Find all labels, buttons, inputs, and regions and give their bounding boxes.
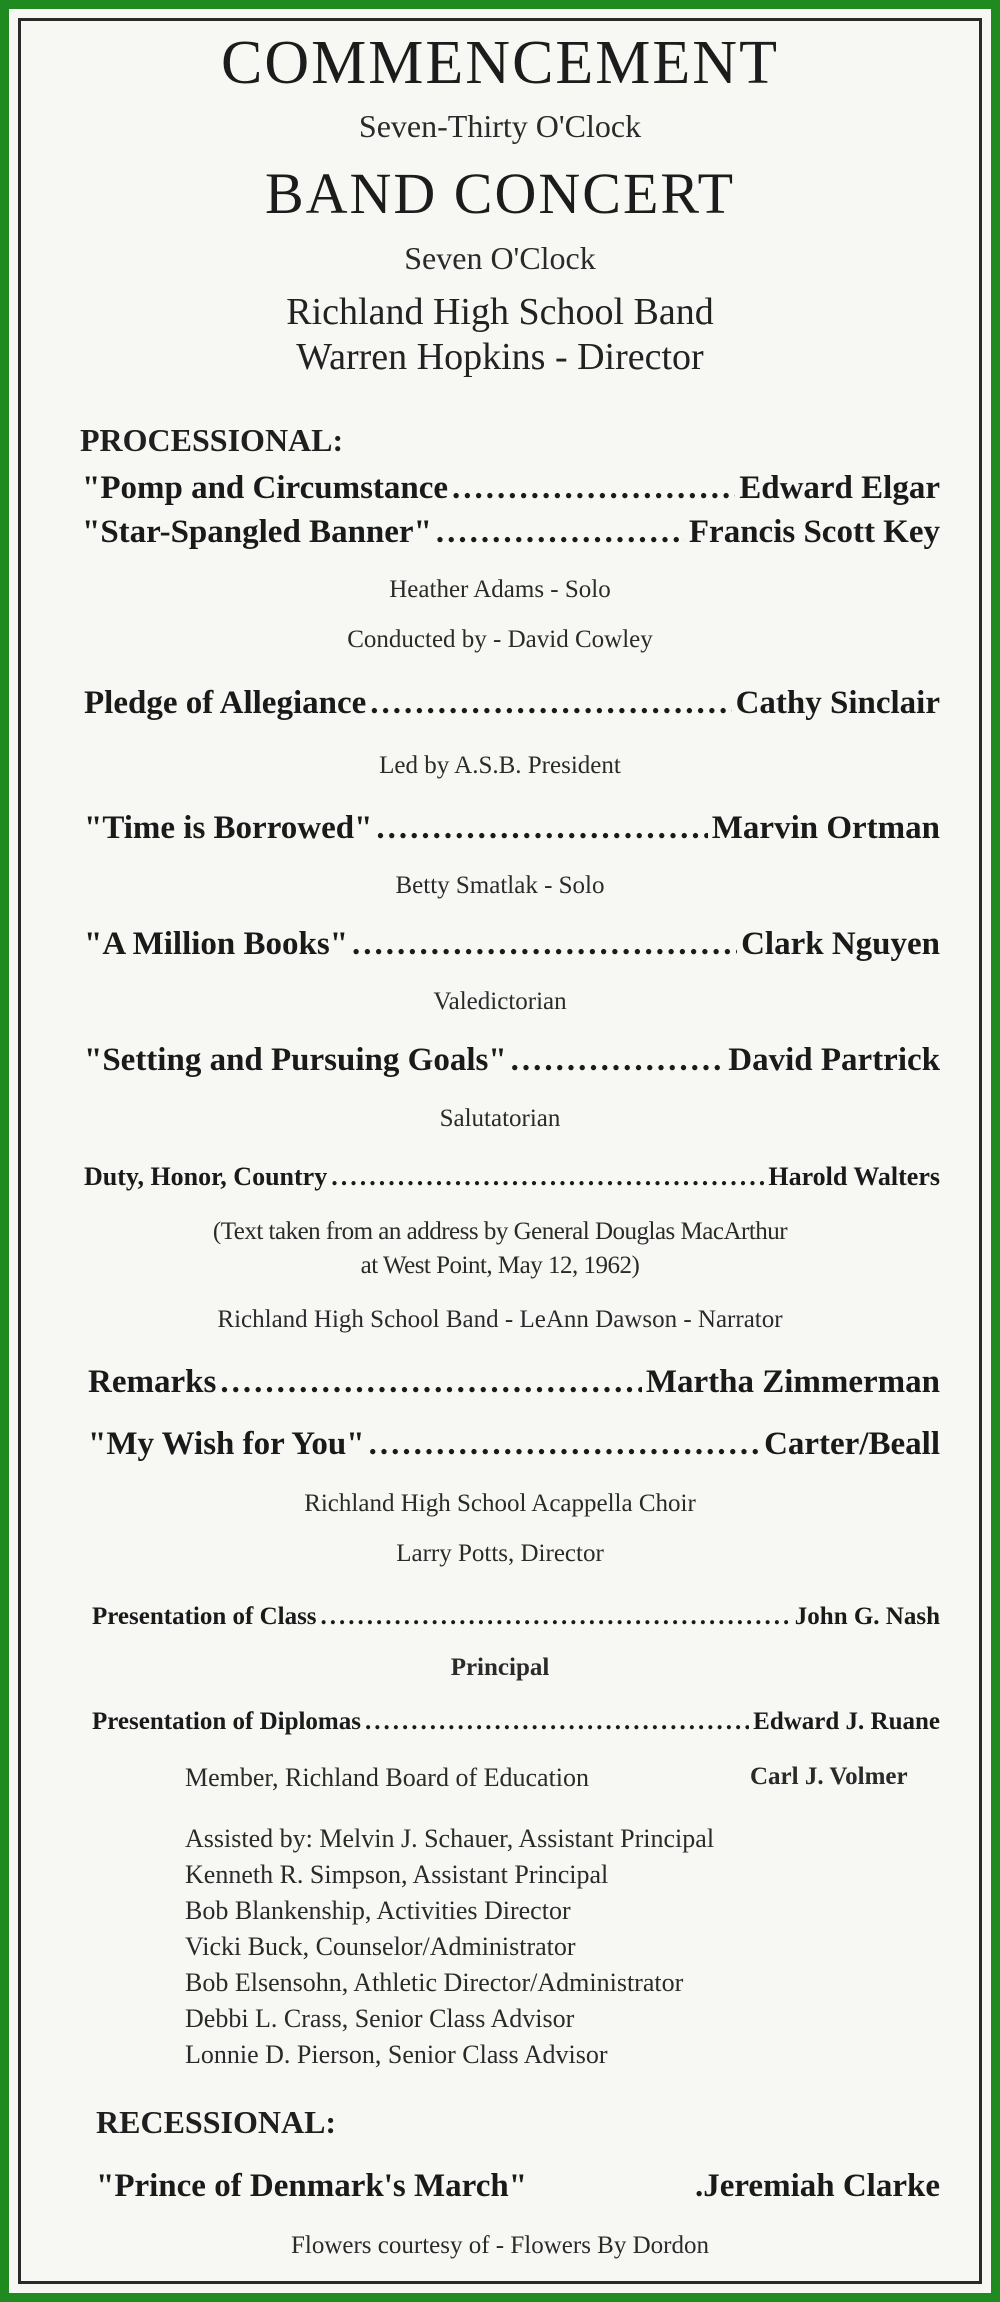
item-name: John G. Nash xyxy=(794,1603,940,1630)
conductor: Conducted by - David Cowley xyxy=(347,626,653,653)
leader-dots xyxy=(331,1162,764,1192)
program-item xyxy=(84,810,940,847)
item-name: Edward Elgar xyxy=(739,470,940,506)
item-note: Betty Smatlak - Solo xyxy=(395,872,605,899)
item-title: "Setting and Pursuing Goals" xyxy=(84,1042,507,1078)
concert-title: BAND CONCERT xyxy=(264,161,736,226)
item-role: Principal xyxy=(450,1654,550,1681)
flowers-credit: Flowers courtesy of - Flowers By Dordon xyxy=(290,2232,709,2259)
item-name: Martha Zimmerman xyxy=(645,1364,940,1400)
program-item xyxy=(88,1426,940,1463)
leader-dots xyxy=(436,514,685,551)
narrator-note: Richland High School Band - LeAnn Dawson - Narrator xyxy=(217,1306,783,1333)
leader-dots xyxy=(369,1426,761,1463)
item-title: Presentation of Class xyxy=(92,1603,317,1630)
band-director: Warren Hopkins - Director xyxy=(296,336,704,378)
item-title: Pledge of Allegiance xyxy=(84,685,367,721)
page-title: COMMENCEMENT xyxy=(221,29,779,97)
item-title: "Time is Borrowed" xyxy=(84,810,373,846)
leader-dots xyxy=(352,926,737,963)
program-item xyxy=(84,1162,940,1192)
assisted-line: Bob Elsensohn, Athletic Director/Administrator xyxy=(185,1968,684,1997)
assisted-line: Debbi L. Crass, Senior Class Advisor xyxy=(185,2004,575,2033)
soloist: Heather Adams - Solo xyxy=(389,576,611,603)
item-note: (Text taken from an address by General Douglas MacArthur xyxy=(212,1218,788,1245)
item-name: Edward J. Ruane xyxy=(753,1708,940,1735)
program-item xyxy=(82,514,940,551)
assisted-line: Lonnie D. Pierson, Senior Class Advisor xyxy=(185,2040,608,2069)
item-note: Valedictorian xyxy=(433,988,567,1015)
program-item xyxy=(96,2168,940,2205)
item-name: Marvin Ortman xyxy=(711,810,940,846)
concert-time: Seven O'Clock xyxy=(404,240,596,276)
assisted-line: Kenneth R. Simpson, Assistant Principal xyxy=(185,1860,609,1889)
program-item xyxy=(92,1708,940,1736)
item-note: Led by A.S.B. President xyxy=(379,752,621,779)
item-note: at West Point, May 12, 1962) xyxy=(360,1252,640,1279)
item-name: Clark Nguyen xyxy=(741,926,940,962)
program-item xyxy=(92,1603,940,1631)
item-name: Harold Walters xyxy=(768,1162,940,1191)
program-item xyxy=(82,470,940,507)
leader-dots xyxy=(452,470,735,507)
item-title: "A Million Books" xyxy=(84,926,349,962)
board-name: Carl J. Volmer xyxy=(750,1763,908,1790)
item-title: Duty, Honor, Country xyxy=(84,1162,328,1191)
commencement-time: Seven-Thirty O'Clock xyxy=(358,108,642,144)
assisted-line: Bob Blankenship, Activities Director xyxy=(185,1896,571,1925)
program-item xyxy=(88,1364,940,1401)
board-label: Member, Richland Board of Education xyxy=(185,1763,590,1792)
assisted-line: Assisted by: Melvin J. Schauer, Assistant Principal xyxy=(185,1824,715,1853)
leader-dots xyxy=(220,1364,642,1401)
recessional-heading: RECESSIONAL: xyxy=(96,2104,337,2140)
leader-dots xyxy=(321,1603,791,1631)
leader-dots xyxy=(365,1708,749,1736)
item-note: Salutatorian xyxy=(439,1105,561,1132)
item-note: Larry Potts, Director xyxy=(396,1540,604,1567)
item-title: "My Wish for You" xyxy=(88,1426,365,1462)
item-title: Remarks xyxy=(88,1364,217,1400)
item-title: "Prince of Denmark's March" xyxy=(96,2168,528,2204)
item-note: Richland High School Acappella Choir xyxy=(304,1490,696,1517)
item-name: Francis Scott Key xyxy=(688,514,940,550)
assisted-line: Vicki Buck, Counselor/Administrator xyxy=(185,1932,576,1961)
program-item xyxy=(84,685,940,722)
band-name: Richland High School Band xyxy=(286,291,714,333)
processional-heading: PROCESSIONAL: xyxy=(80,422,344,458)
item-name: Cathy Sinclair xyxy=(735,685,940,721)
program-item xyxy=(84,1042,940,1079)
item-title: "Star-Spangled Banner" xyxy=(82,514,432,550)
item-title: Presentation of Diplomas xyxy=(92,1708,361,1735)
leader-dots xyxy=(376,810,707,847)
item-name: David Partrick xyxy=(728,1042,940,1078)
item-title: "Pomp and Circumstance xyxy=(82,470,449,506)
item-name: .Jeremiah Clarke xyxy=(694,2168,940,2204)
item-name: Carter/Beall xyxy=(764,1426,940,1462)
program-item xyxy=(84,926,940,963)
leader-dots xyxy=(370,685,731,722)
leader-dots xyxy=(511,1042,725,1079)
